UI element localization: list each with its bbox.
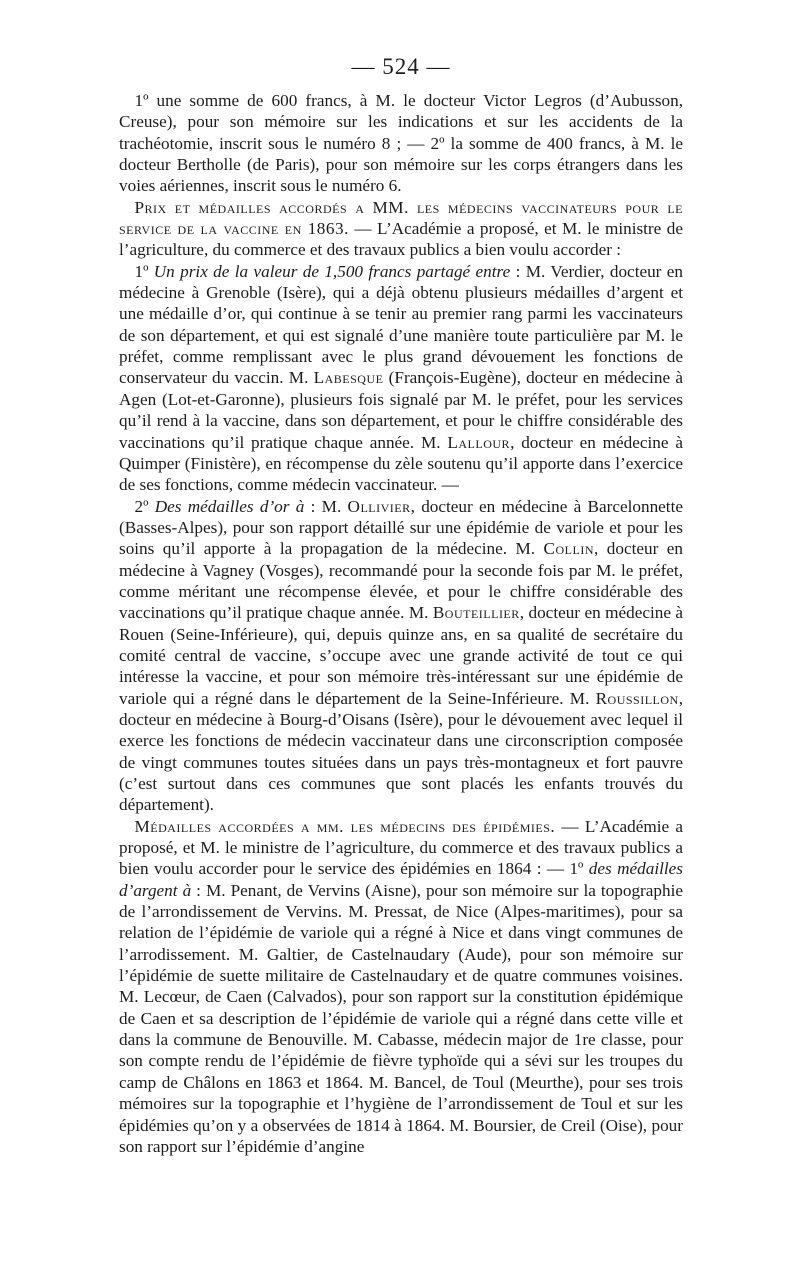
paragraph-text: : M. Verdier, docteur en médecine à Grenoble (Isère), qui a déjà obtenu plusieurs médailles d’argent et une médaille d’or, qui continue à se tenir au premier rang parmi les vaccinateurs de son département, et qui est signalé d’une manière toute particulière par M. le préfet, comme remplissant avec le plus grand dévouement les fonctions de conservateur du vaccin. M. <box>119 261 683 388</box>
person-name: Lallour <box>447 432 511 452</box>
paragraph-text: , docteur en médecine à Rouen (Seine-Inférieure), qui, depuis quinze ans, en sa qualité de secrétaire du comité central de vaccine, s’occupe avec une grande activité de tout ce qui intéresse la vaccine, et pour son mémoire très-intéressant sur une épidémie de variole qui a régné dans le département de la Seine-Inférieure. M. <box>119 603 683 708</box>
paragraph-text: 1º une somme de 600 francs, à M. le docteur Victor Legros (d’Aubusson, Creuse), pour son mémoire sur les indications et sur les accidents de la trachéotomie, inscrit sous le numéro 8 ; — 2º la somme de 400 francs, à M. le docteur Bertholle (de Paris), pour son mémoire sur les corps étrangers dans les voies aériennes, inscrit sous le numéro 6. <box>119 91 683 196</box>
paragraph-vaccine-prize <box>119 261 683 496</box>
paragraph-text: — L’Académie a proposé, et M. le ministre de l’agriculture, du commerce et des travaux publics a bien voulu accorder pour le service des épidémies en 1864 : — 1º <box>119 816 683 879</box>
person-name: Labesque <box>313 368 384 388</box>
paragraph-text: , docteur en médecine à Quimper (Finistère), en récompense du zèle soutenu qu’il apporte dans l’exercice de ses fonctions, comme médecin vaccinateur. — <box>119 432 683 495</box>
paragraph-text: , docteur en médecine à Barcelonnette (Basses-Alpes), pour son rapport détaillé sur une épidémie de variole et pour les soins qu’il apporte à la propagation de la médecine. M. <box>119 496 683 559</box>
paragraph-text: , docteur en médecine à Vagney (Vosges), recommandé pour la seconde fois par M. le préfet, comme méritant une récompense élevée, et pour le chiffre considérable des vaccinations qu’il pratique chaque année. M. <box>119 539 683 623</box>
person-name: Ollivier <box>347 496 411 516</box>
italic-phrase: Un prix de la valeur de 1,500 francs partagé entre <box>153 261 511 281</box>
italic-phrase: des médailles d’argent à <box>119 859 683 900</box>
paragraph-text: — L’Académie a proposé, et M. le ministre de l’agriculture, du commerce et des travaux publics a bien voulu accorder : <box>119 219 683 260</box>
paragraph-tracheotomy-prizes <box>119 90 683 197</box>
document-page <box>119 52 683 1157</box>
list-number: 2º <box>134 496 155 516</box>
paragraph-vaccination-heading <box>119 197 683 261</box>
person-name: Collin <box>543 539 594 559</box>
section-heading-vaccine: Prix et médailles accordés a MM. les médecins vaccinateurs pour le service de la vaccine en 1863. <box>119 197 683 239</box>
paragraph-text: : M. <box>304 496 348 516</box>
page-number: — 524 — <box>351 54 451 79</box>
person-name: Bouteillier <box>432 603 520 623</box>
paragraph-gold-medals <box>119 496 683 816</box>
paragraph-text: , docteur en médecine à Bourg-d’Oisans (Isère), pour le dévouement avec lequel il exerce les fonctions de médecin vaccinateur dans une circonscription composée de vingt communes toutes situées dans un pays très-montagneux et fort pauvre (c’est surtout dans ces communes que sont placés les enfants trouvés du département). <box>119 688 683 815</box>
person-name: Roussillon <box>595 688 679 708</box>
paragraph-text: (François-Eugène), docteur en médecine à Agen (Lot-et-Garonne), plusieurs fois signalé par M. le préfet, pour les services qu’il rend à la vaccine, dans son département, et pour le chiffre considérable des vaccinations qu’il pratique chaque année. M. <box>119 368 683 452</box>
italic-phrase: Des médailles d’or à <box>154 496 305 516</box>
list-number: 1º <box>134 261 154 281</box>
section-heading-epidemics: Médailles accordées a mm. les médecins des épidémies. <box>134 816 556 836</box>
paragraph-epidemic-medals <box>119 816 683 1158</box>
paragraph-text: : M. Penant, de Vervins (Aisne), pour son mémoire sur la topographie de l’arrondissement de Vervins. M. Pressat, de Nice (Alpes-maritimes), pour sa relation de l’épidémie de variole qui a régné à Nice et dans vingt communes de l’arrodissement. M. Galtier, de Castelnaudary (Aude), pour son mémoire sur l’épidémie de suette militaire de Castelnaudary et de quatre communes voisines. M. Lecœur, de Caen (Calvados), pour son rapport sur la constitution épidémique de Caen et sa description de l’épidémie de variole qui a régné dans cette ville et dans la commune de Benouville. M. Cabasse, médecin major de 1re classe, pour son compte rendu de l’épidémie de fièvre typhoïde qui a sévi sur les troupes du camp de Châlons en 1863 et 1864. M. Bancel, de Toul (Meurthe), pour ses trois mémoires sur la topographie et l’hygiène de l’arrondissement de Toul et sur les épidémies qu’on y a observées de 1814 à 1864. M. Boursier, de Creil (Oise), pour son rapport sur l’épidémie d’angine <box>119 880 683 1156</box>
